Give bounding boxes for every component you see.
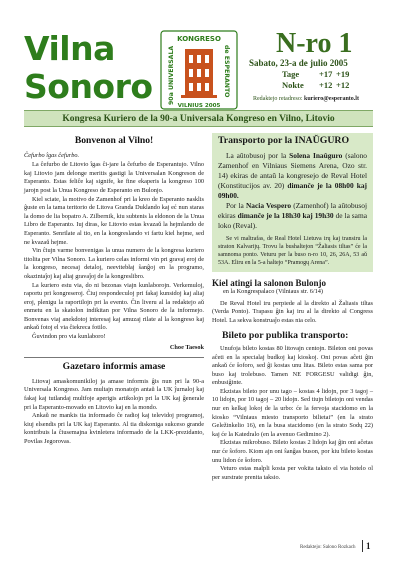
weather-night-label: Nokte [282, 80, 304, 90]
welcome-paragraph: La kuriero estu via, do ni bezonas viajn kunlaborojn. Verkemuloj, raportu pri kongreseroj. Ĉiuj respondeculoj pri fakaj kunsidoj kaj aliaj eroj, plenigu la raportilojn pri la evento. Ĉin liveru al la redaktejo aŭ enmetu en la skatolon indikitan por Vilna Sonoro de la informejo. Bonvenas viaj anekdotoj interesaj kaj amuzaj rilate al la kongreso kaj ankaŭ fotoj el via ĉiekreca fotilo. [24, 281, 204, 332]
issue-number: N-ro 1 [276, 28, 353, 59]
welcome-paragraph: Vin ĉiujn varme bonvenigas la unua numero de la kongresa kuriero titolita per Vilna Sonoro. La kuriero celas informi vin pri gravaj eroj de la kongreso, necesaj detaloj, neevitebłaj ŝanĝoj en la programo, okazintaĵoj kaj aliaj gravaĵoj de la kongreslibro. [24, 247, 204, 280]
logo-bottom-text: VILNIUS 2005 [177, 103, 221, 109]
redaction-email[interactable]: kuriero@esperanto.lt [303, 96, 359, 102]
redaction-label: Redaktejo retadreso: [253, 96, 303, 102]
issue-date: Sabato, 23-a de julio 2005 [249, 58, 348, 68]
page-number-rule [362, 540, 363, 552]
transport-paragraph-inauguro: La aŭtobusoj por la Solena Inaŭguro (salono Zamenhof en Vilniaus Siemens Arena, Ozo str. 14) ekiras de antaŭ la kongresejo de Reval Hotel (Konstitucijos av. 20) dimanĉe je la 08h00 kaj 09h00. [218, 150, 368, 200]
welcome-paragraph: La ĉefurbo de Litovio îgas ĉi-jare la ĉefurbo de Esperantujo. Vilno kaj Litovio jam delonge meritis gastigi la Universalan Kongreson de Esperanto. Estas feliĉe kaj signife, ke fine ekaperis la kongreso 100 jarojn post la Unua Kongreso de Esperanto en Bulonjo. [24, 161, 204, 194]
weather-day-label: Tage [282, 69, 300, 79]
bulonjo-heading: Kiel atingi la salonon Bulonjo [212, 278, 327, 289]
transport-paragraph-nacia-vespero: Por la Nacia Vespero (Zamenhof) la aŭtobusoj ekiras dimanĉe je la 18h30 kaj 19h30 de la sama loko (Reval). [218, 201, 367, 231]
masthead-banner: Kongresa Kuriero de la 90-a Universala Kongreso en Vilno, Litovio [24, 110, 373, 127]
welcome-paragraph: Kiel sciate, la motivo de Zamenhof pri la kreo de Esperanto nasklis ĝuste en la tama teritorio de Litova Granda Duklando kaj eć nun staras la domo de lia bopatro A. Zilbernik, kiu subtenis la eldonon de la Unua Libro de Esperanto. Iuj diras, ke Litovio estas kvazaŭ la hejmlando de Esperanto. Senrilate al tio, en la kongreslando vi fartu kiel hejme, sed ne kvazaŭ hejme. [24, 195, 204, 246]
congress-logo [153, 25, 245, 113]
right-column [212, 133, 373, 482]
weather-day-value2: +19 [336, 69, 350, 79]
left-column [24, 133, 204, 447]
bileto-paragraph: Ekzistas mikrobuso. Bileto kostas 2 lidojn kaj ĝin oni aĉetas nur će ŝoforo. Kiom ajn oni ŝanĝas buson, por kiu bileto kostas unu lidon će ŝoforo. [212, 439, 373, 464]
logo-left-text: 90a UNIVERSALA [168, 45, 175, 105]
redaction-contact [253, 96, 359, 102]
transport-box [212, 133, 373, 272]
logo-top-text: KONGRESO [177, 35, 221, 43]
bulonjo-paragraph: De Reval Hotel iru perpiede al la direkto al Žaliasis tiltas (Verda Ponto). Trapasu ĝin kaj iru al la direkto al Congress Hotel. La sekva konstruaĵo estas nia celo. [212, 299, 373, 324]
welcome-salutation: Ĉefurbo îgas ĉefurbo. [24, 151, 80, 159]
transport-heading: Transporto por la INAŬGURO [218, 135, 350, 146]
section-divider [24, 357, 204, 358]
bileto-paragraph: Unufoja bileto kostas 80 litovajn centojn. Bileton oni povas aĉeti en la specialaj budkoj kaj kioskoj. Oni povas aĉeti ĝin ankaŭ će ŝoforo, sed ĝi kostas unu litas. Bileto estas sama por buso kaj trolebuso. Tamen NE FORGESU validigi ĝin, enbusiĝinte. [212, 344, 373, 387]
bileto-paragraph: Veturo estas malpli kosta per vokita taksio el via hotelo ol per surstrate prenita taksio. [212, 465, 373, 481]
welcome-heading: Bonvenon al Vilno! [74, 135, 154, 146]
weather-night-value1: +12 [319, 80, 333, 90]
bulonjo-subtitle: en la Kongrespalaco (Vilniaus str. 6/14) [223, 287, 323, 295]
gazetaro-paragraph: Ankaŭ ne mankis tia informado ĉe radioj kaj televidoj programoj, kiuj elsendis pri la UK kaj Esperanto. Al tia diskoniga sukceso grande kontribuis la ĉiusemajna kvinletera informado de la LKK-prezidanto, Povilas Jegorovas. [24, 412, 204, 445]
gazetaro-heading: Gazetaro informis amase [62, 361, 166, 373]
welcome-paragraph: Ĝuvindon pro via kunlaboro! [32, 333, 106, 341]
bileto-paragraph: Ekzistas bileto por unu tago – kostas 4 lidojn, por 3 tagoj – 10 lidojn, por 10 tagoj – 20 lidojn. Sed tiujn biletojn oni vendas nur en kelkaj lokoj de la urbo: će la fervoja stacidomo en la kiosko “Vilniaus miesto transporto bilietai” (en la strato Geležinkelio 16), en la busa stacidomo (en la strato Sodų 22) kaj će la Katedralo (en la avenuo Gedimino 2). [212, 387, 373, 438]
weather-day-value1: +17 [319, 69, 333, 79]
footer-credit: Redaktejo: Salono Rozkach [300, 545, 356, 550]
page-number: 1 [366, 541, 371, 551]
bileto-heading: Bileto por publika transporto: [222, 330, 349, 342]
logo-right-text: de ESPERANTO [223, 45, 230, 98]
transport-note: Se vi maltrafas, de Real Hotel Lietuva irų kaj transiru la straton Kalvarijų. Trovu la bushaltejon “Žaliasis tiltas” će la samnoma ponto. Veturu per la buso n-ro 10, 26, 26A, 53 aŭ 53A. Eliru en la 5-a haltejo “Pramogų Arena”. [218, 236, 367, 267]
newspaper-title-line1: Vilna [24, 29, 115, 68]
gazetaro-paragraph: Litovaj amaskomunikiloj ja amase informis ĝis nun pri la 90-a Universala Kongreso. Jam multajn monatojn antaŭ la UK ĵurnaloj kaj fakaj kaj tutlandaj multfoje aperigis artikolojn pri la UK kaj ĝenerale pri la Esperanto-movado en Litovio kaj en la mondo. [24, 377, 204, 411]
tower-emblem [181, 49, 217, 98]
newspaper-title-line2: Sonoro [24, 67, 153, 106]
welcome-signature: Choe Taesok [169, 343, 204, 351]
weather-night-value2: +12 [336, 80, 350, 90]
